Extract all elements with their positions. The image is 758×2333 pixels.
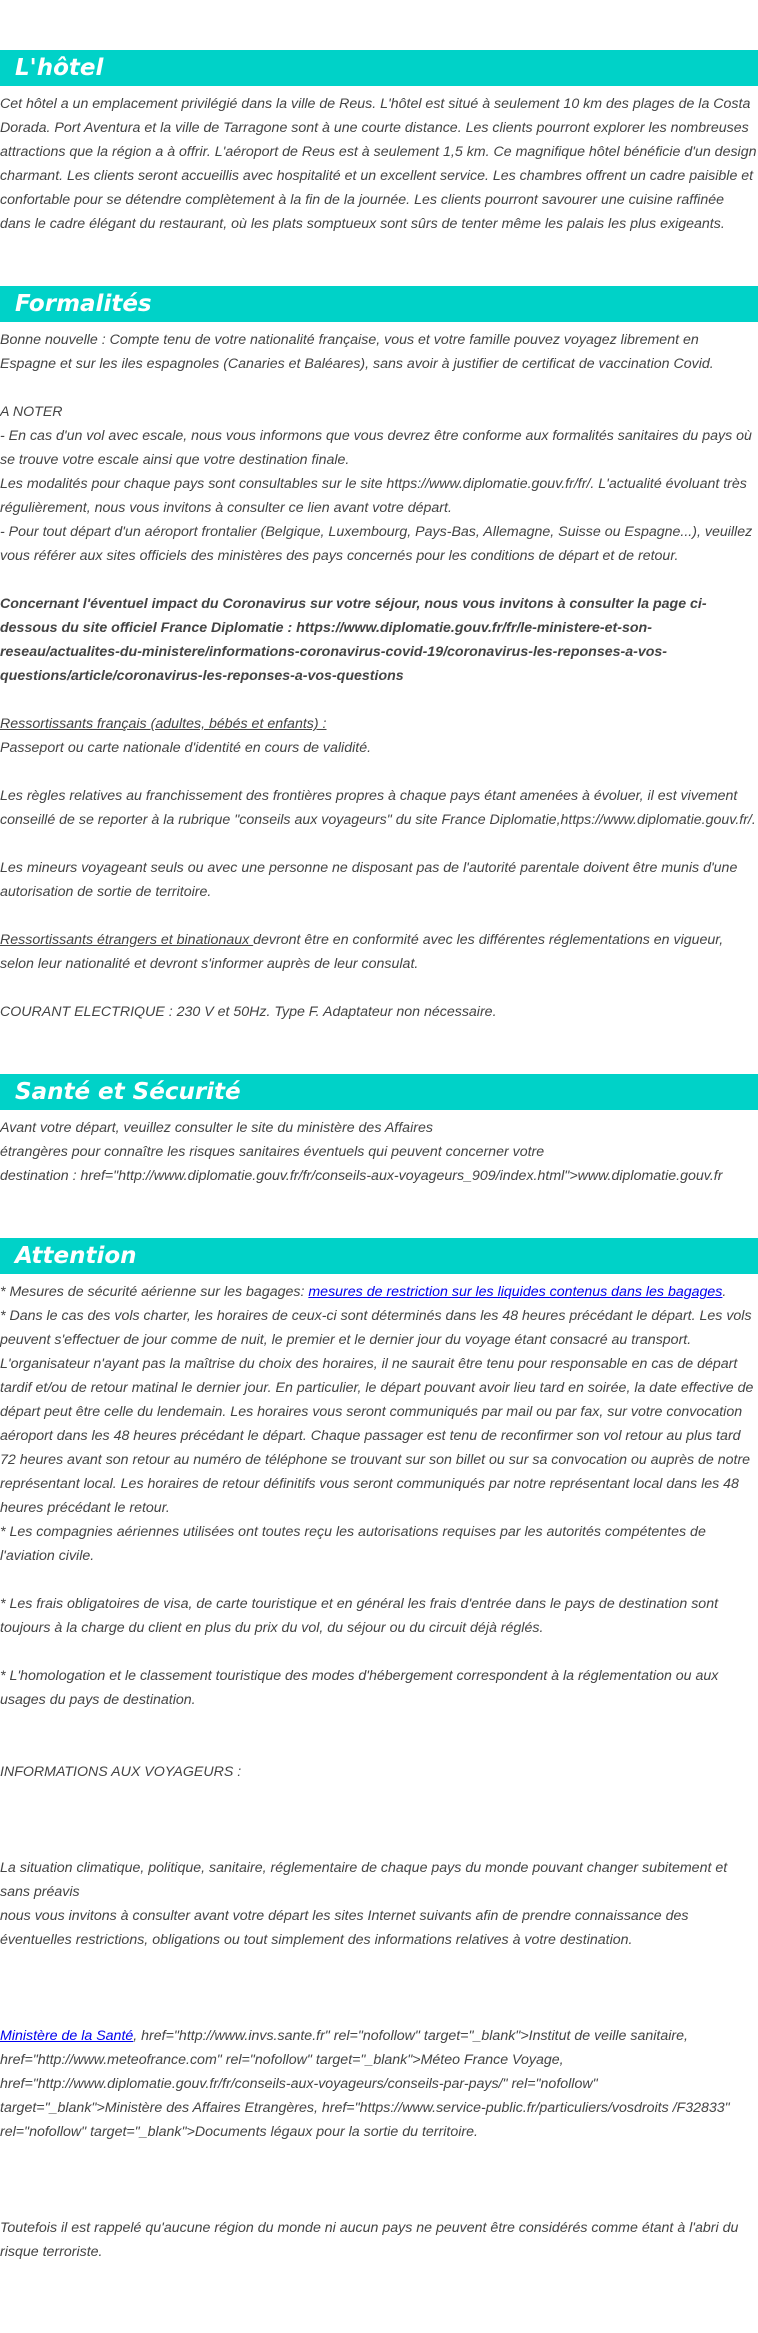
formalites-mineurs: Les mineurs voyageant seuls ou avec une personne ne disposant pas de l'autorité parentale doivent être munis d'une autorisation de sortie de territoire. bbox=[0, 860, 738, 900]
attention-situation bbox=[0, 1856, 758, 1952]
attention-toutefois: Toutefois il est rappelé qu'aucune région du monde ni aucun pays ne peuvent être considérés comme étant à l'abri du risque terroriste. bbox=[0, 2220, 739, 2260]
section-title-sante: Santé et Sécurité bbox=[15, 1079, 241, 1105]
ministere-sante-link[interactable]: Ministère de la Santé bbox=[0, 2028, 134, 2044]
ressortissants-etrangers-label: Ressortissants étrangers et binationaux bbox=[0, 932, 254, 948]
section-title-hotel: L'hôtel bbox=[15, 55, 104, 81]
attention-frais: * Les frais obligatoires de visa, de carte touristique et en général les frais d'entrée dans le pays de destination sont toujours à la charge du client en plus du prix du vol, du séjour ou du circuit déjà réglés. bbox=[0, 1596, 719, 1636]
formalites-note-modalites: Les modalités pour chaque pays sont consultables sur le site https://www.diplomatie.gouv.fr/fr/. L'actualité évoluant très régulièrement, nous vous invitons à consulter ce lien avant votre départ. bbox=[0, 476, 747, 516]
formalites-bonne-nouvelle: Bonne nouvelle : Compte tenu de votre nationalité française, vous et votre famille pouvez voyagez librement en Espagne et sur les iles espagnoles (Canaries et Baléares), sans avoir à justifier de certificat de vaccination Covid. bbox=[0, 332, 714, 372]
informations-voyageurs-title: INFORMATIONS AUX VOYAGEURS : bbox=[0, 1764, 242, 1780]
section-header-hotel bbox=[0, 50, 758, 86]
formalites-courant-electrique: COURANT ELECTRIQUE : 230 V et 50Hz. Type F. Adaptateur non nécessaire. bbox=[0, 1004, 497, 1020]
section-header-sante bbox=[0, 1074, 758, 1110]
mesures-suffix: . bbox=[722, 1284, 727, 1300]
formalites-regles: Les règles relatives au franchissement des frontières propres à chaque pays étant amenées à évoluer, il est vivement conseillé de se reporter à la rubrique "conseils aux voyageurs" du site France Diplomatie,https://www.diplomatie.gouv.fr/. bbox=[0, 788, 756, 828]
ressortissants-francais-text: Passeport ou carte nationale d'identité en cours de validité. bbox=[0, 740, 372, 756]
attention-compagnies: * Les compagnies aériennes utilisées ont toutes reçu les autorisations requises par les autorités compétentes de l'aviation civile. bbox=[0, 1524, 706, 1564]
attention-mesures bbox=[0, 1280, 758, 1304]
hotel-description: Cet hôtel a un emplacement privilégié dans la ville de Reus. L'hôtel est situé à seulement 10 km des plages de la Costa Dorada. Port Aventura et la ville de Tarragone sont à une courte distance. Les clients pourront explorer les nombreuses attractions que la région a à offrir. L'aéroport de Reus est à seulement 1,5 km. Ce magnifique hôtel bénéficie d'un design charmant. Les clients seront accueillis avec hospitalité et un excellent service. Les chambres offrent un cadre paisible et confortable pour se détendre complètement à la fin de la journée. Les clients pourront savourer une cuisine raffinée dans le cadre élégant du restaurant, où les plats somptueux sont sûrs de tenter même les palais les plus exigeants. bbox=[0, 96, 757, 232]
section-title-formalites: Formalités bbox=[15, 291, 152, 317]
section-title-attention: Attention bbox=[15, 1243, 137, 1269]
situation-line-1: La situation climatique, politique, sanitaire, réglementaire de chaque pays du monde pouvant changer subitement et sans préavis bbox=[0, 1860, 728, 1900]
section-header-formalites bbox=[0, 286, 758, 322]
formalites-note-escale: - En cas d'un vol avec escale, nous vous informons que vous devrez être conforme aux formalités sanitaires du pays où se trouve votre escale ainsi que votre destination finale. bbox=[0, 428, 752, 468]
formalites-note-frontalier: - Pour tout départ d'un aéroport frontalier (Belgique, Luxembourg, Pays-Bas, Allemagne, Suisse ou Espagne...), veuillez vous référer aux sites officiels des ministères des pays concernés pour les conditions de départ et de retour. bbox=[0, 524, 753, 564]
sites-liens-text: , href="http://www.invs.sante.fr" rel="nofollow" target="_blank">Institut de veille sanitaire, href="http://www.meteofrance.com" rel="nofollow" target="_blank">Méteo France Voyage, href="http://www.diplomatie.gouv.fr/fr/conseils-aux-voyageurs/conseils-par-pays/" rel="nofollow" target="_blank">Ministère des Affaires Etrangères, href="https://www.service-public.fr/particuliers/vosdroits /F32833" rel="nofollow" target="_blank">Documents légaux pour la sortie du territoire. bbox=[0, 2028, 730, 2140]
mesures-restriction-link[interactable]: mesures de restriction sur les liquides contenus dans les bagages bbox=[308, 1284, 723, 1300]
sante-line-3: destination : href="http://www.diplomatie.gouv.fr/fr/conseils-aux-voyageurs_909/index.html">www.diplomatie.gouv.fr bbox=[0, 1168, 723, 1184]
formalites-a-noter: A NOTER bbox=[0, 404, 63, 420]
attention-charters: * Dans le cas des vols charter, les horaires de ceux-ci sont déterminés dans les 48 heures précédant le départ. Les vols peuvent s'effectuer de jour comme de nuit, le premier et le dernier jour du voyage étant consacré au transport. L'organisateur n'ayant pas la maîtrise du choix des horaires, il ne saurait être tenu pour responsable en cas de départ tardif et/ou de retour matinal le dernier jour. En particulier, le départ pouvant avoir lieu tard en soirée, la date effective de départ peut être celle du lendemain. Les horaires vous seront communiqués par mail ou par fax, sur votre convocation aéroport dans les 48 heures précédant le départ. Chaque passager est tenu de reconfirmer son vol retour au plus tard 72 heures avant son retour au numéro de téléphone se trouvant sur son billet ou sur sa convocation ou auprès de notre représentant local. Les horaires de retour définitifs vous seront communiqués par notre représentant local dans les 48 heures précédant le retour. bbox=[0, 1308, 754, 1516]
mesures-prefix: * Mesures de sécurité aérienne sur les bagages: bbox=[0, 1284, 309, 1300]
ressortissants-etrangers-text: devront être en conformité avec les différentes réglementations en vigueur, selon leur nationalité et devront s'informer auprès de leur consulat. bbox=[0, 932, 724, 972]
formalites-coronavirus: Concernant l'éventuel impact du Coronavirus sur votre séjour, nous vous invitons à consulter la page ci-dessous du site officiel France Diplomatie : https://www.diplomatie.gouv.fr/fr/le-ministere-et-son-reseau/actualites-du-ministere/informations-coronavirus-covid-19/coronavirus-les-reponses-a-vos-questions/article/coronavirus-les-reponses-a-vos-questions bbox=[0, 596, 707, 684]
ressortissants-francais-label: Ressortissants français (adultes, bébés et enfants) : bbox=[0, 716, 327, 732]
attention-homologation: * L'homologation et le classement touristique des modes d'hébergement correspondent à la réglementation ou aux usages du pays de destination. bbox=[0, 1668, 719, 1708]
attention-sites-liens bbox=[0, 2024, 758, 2144]
sante-text bbox=[0, 1116, 758, 1188]
sante-line-1: Avant votre départ, veuillez consulter le site du ministère des Affaires bbox=[0, 1120, 433, 1136]
sante-line-2: étrangères pour connaître les risques sanitaires éventuels qui peuvent concerner votre bbox=[0, 1144, 545, 1160]
formalites-ressortissants-francais bbox=[0, 712, 758, 760]
formalites-ressortissants-etrangers bbox=[0, 928, 758, 976]
section-header-attention bbox=[0, 1238, 758, 1274]
situation-line-2: nous vous invitons à consulter avant votre départ les sites Internet suivants afin de prendre connaissance des éventuelles restrictions, obligations ou tout simplement des informations relatives à votre destination. bbox=[0, 1908, 689, 1948]
